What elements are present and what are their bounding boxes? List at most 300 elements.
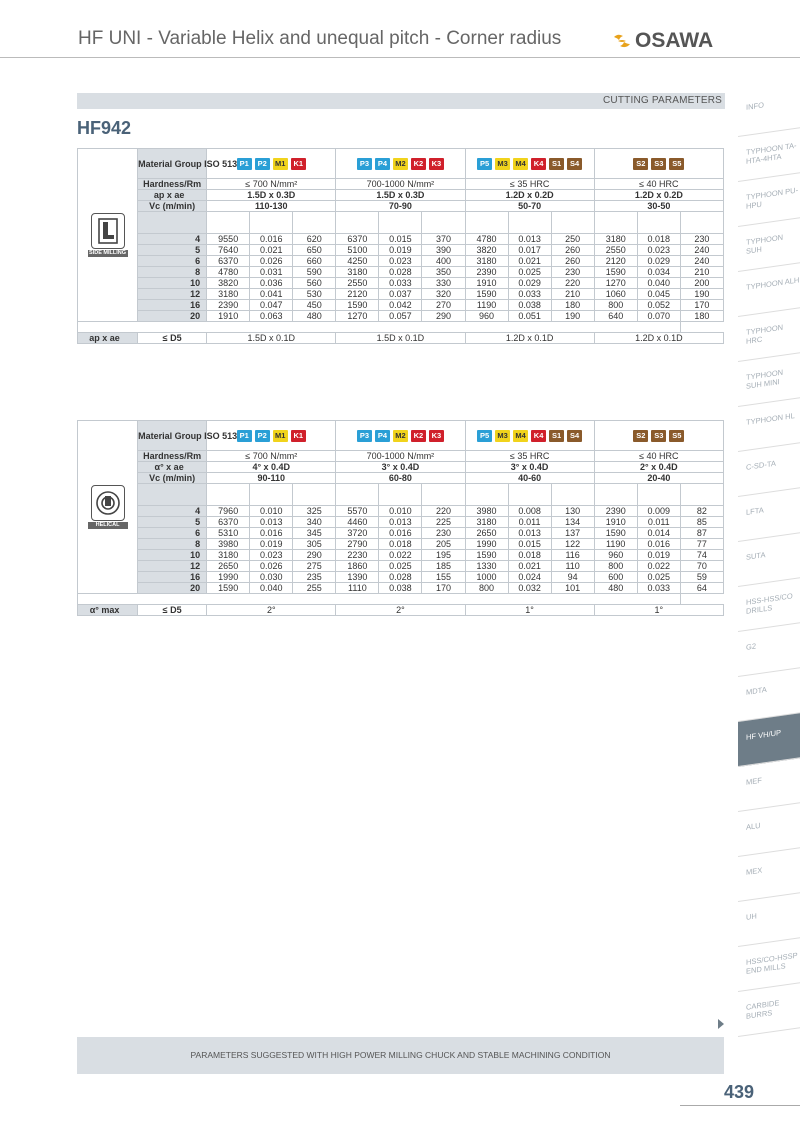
iso-chip-k3: K3	[429, 430, 444, 442]
data-cell: 0.023	[637, 245, 680, 256]
data-cell: 0.019	[379, 245, 422, 256]
data-cell: 0.036	[250, 278, 293, 289]
table-row	[78, 528, 724, 539]
data-cell: 0.029	[508, 278, 551, 289]
iso-chip-m3: M3	[495, 430, 510, 442]
vc-value: 70-90	[336, 201, 465, 212]
data-cell: 620	[293, 234, 336, 245]
data-cell: 0.015	[379, 234, 422, 245]
sidebar-tab[interactable]: MEX	[738, 848, 800, 902]
data-cell: 0.045	[637, 289, 680, 300]
table-row	[78, 311, 724, 322]
vc-value: 110-130	[207, 201, 336, 212]
data-cell: 640	[594, 311, 637, 322]
data-cell: 85	[680, 517, 723, 528]
sidebar-tab[interactable]: TYPHOON TA-HTA-4HTA	[738, 128, 800, 182]
data-cell: 2390	[465, 267, 508, 278]
data-cell: 70	[680, 561, 723, 572]
column-header	[594, 212, 637, 234]
category-sidebar	[738, 92, 800, 1037]
sidebar-tab[interactable]: MEF	[738, 758, 800, 812]
data-cell: 0.042	[379, 300, 422, 311]
data-cell: 1270	[594, 278, 637, 289]
data-cell: 0.033	[637, 583, 680, 594]
data-cell: 325	[293, 506, 336, 517]
material-chips-3	[465, 421, 594, 451]
data-cell: 0.033	[508, 289, 551, 300]
param-label: α° x ae	[138, 462, 207, 473]
data-cell: 0.041	[250, 289, 293, 300]
data-cell: 0.025	[508, 267, 551, 278]
data-cell: 225	[422, 517, 465, 528]
data-cell: 210	[551, 289, 594, 300]
iso-chip-m3: M3	[495, 158, 510, 170]
table-row	[78, 245, 724, 256]
vc-row	[78, 473, 724, 484]
iso-chip-k2: K2	[411, 430, 426, 442]
data-cell: 0.040	[637, 278, 680, 289]
data-cell: 0.018	[637, 234, 680, 245]
data-cell: 59	[680, 572, 723, 583]
data-cell: 340	[293, 517, 336, 528]
data-cell: 220	[551, 278, 594, 289]
table-row	[78, 278, 724, 289]
data-cell: 0.023	[379, 256, 422, 267]
sidebar-tab[interactable]: G2	[738, 623, 800, 677]
column-header	[207, 484, 250, 506]
footer-param-value: 1.5D x 0.1D	[336, 333, 465, 344]
iso-chip-s4: S4	[567, 158, 582, 170]
diameter-header	[138, 212, 207, 234]
data-cell: 1190	[594, 539, 637, 550]
iso-chip-k4: K4	[531, 430, 546, 442]
data-cell: 5100	[336, 245, 379, 256]
diameter-cell: 16	[138, 300, 207, 311]
data-cell: 0.024	[508, 572, 551, 583]
helical-icon	[91, 485, 125, 521]
data-cell: 64	[680, 583, 723, 594]
data-cell: 1910	[207, 311, 250, 322]
data-cell: 600	[594, 572, 637, 583]
data-cell: 960	[465, 311, 508, 322]
sidebar-tab[interactable]: CARBIDE BURRS	[738, 983, 800, 1037]
param-row	[78, 462, 724, 473]
sidebar-tab[interactable]: TYPHOON HRC	[738, 308, 800, 362]
data-cell: 0.052	[637, 300, 680, 311]
data-cell: 3180	[207, 550, 250, 561]
data-cell: 4780	[465, 234, 508, 245]
data-cell: 660	[293, 256, 336, 267]
data-cell: 0.038	[379, 583, 422, 594]
param-value: 1.2D x 0.2D	[465, 190, 594, 201]
header-divider	[0, 57, 800, 58]
column-header	[379, 212, 422, 234]
param-value: 1.5D x 0.3D	[336, 190, 465, 201]
iso-chip-m4: M4	[513, 158, 528, 170]
table-row	[78, 583, 724, 594]
iso-chip-s5: S5	[669, 430, 684, 442]
chip-group	[336, 430, 464, 442]
param-value: 3° x 0.4D	[465, 462, 594, 473]
table-row	[78, 256, 724, 267]
iso-chip-p3: P3	[357, 158, 372, 170]
hardness-value: 700-1000 N/mm²	[336, 451, 465, 462]
iso-chip-p5: P5	[477, 430, 492, 442]
data-cell: 0.018	[508, 550, 551, 561]
data-cell: 170	[422, 583, 465, 594]
footer-param-value: 1°	[594, 605, 723, 616]
footer-note: PARAMETERS SUGGESTED WITH HIGH POWER MILLING CHUCK AND STABLE MACHINING CONDITION	[77, 1037, 724, 1074]
vc-value: 50-70	[465, 201, 594, 212]
vc-row	[78, 201, 724, 212]
iso-chip-m1: M1	[273, 158, 288, 170]
data-cell: 0.018	[379, 539, 422, 550]
data-cell: 3180	[465, 256, 508, 267]
hardness-label: Hardness/Rm	[138, 451, 207, 462]
data-cell: 0.011	[508, 517, 551, 528]
column-header	[508, 212, 551, 234]
param-value: 2° x 0.4D	[594, 462, 723, 473]
data-cell: 0.009	[637, 506, 680, 517]
iso-chip-s3: S3	[651, 158, 666, 170]
footer-param-row	[78, 605, 724, 616]
data-cell: 0.034	[637, 267, 680, 278]
sidebar-tab[interactable]: TYPHOON SUH	[738, 218, 800, 272]
table-row	[78, 506, 724, 517]
iso-chip-k3: K3	[429, 158, 444, 170]
data-cell: 0.032	[508, 583, 551, 594]
data-cell: 0.051	[508, 311, 551, 322]
diameter-cell: 12	[138, 289, 207, 300]
iso-chip-s5: S5	[669, 158, 684, 170]
brand-logo	[612, 29, 713, 53]
data-cell: 3720	[336, 528, 379, 539]
spacer-row	[78, 594, 724, 605]
param-row	[78, 190, 724, 201]
data-cell: 290	[293, 550, 336, 561]
data-cell: 0.028	[379, 267, 422, 278]
data-cell: 270	[422, 300, 465, 311]
sidebar-tab[interactable]: LFTA	[738, 488, 800, 542]
data-cell: 210	[680, 267, 723, 278]
iso-chip-m2: M2	[393, 430, 408, 442]
data-cell: 3180	[465, 517, 508, 528]
data-cell: 530	[293, 289, 336, 300]
sidebar-tab[interactable]: C-SD-TA	[738, 443, 800, 497]
diameter-cell: 20	[138, 583, 207, 594]
side-milling-table	[77, 148, 724, 344]
data-cell: 345	[293, 528, 336, 539]
data-cell: 1910	[594, 517, 637, 528]
data-cell: 0.028	[379, 572, 422, 583]
material-chips-2	[336, 421, 465, 451]
vc-value: 60-80	[336, 473, 465, 484]
column-header	[207, 212, 250, 234]
data-cell: 800	[594, 561, 637, 572]
material-group-label: Material Group ISO 513	[138, 149, 207, 179]
vc-value: 20-40	[594, 473, 723, 484]
data-cell: 0.047	[250, 300, 293, 311]
diameter-cell: 6	[138, 256, 207, 267]
data-cell: 2390	[594, 506, 637, 517]
data-cell: 0.031	[250, 267, 293, 278]
sidebar-tab[interactable]: TYPHOON SUH MINI	[738, 353, 800, 407]
data-cell: 0.011	[637, 517, 680, 528]
data-cell: 3980	[465, 506, 508, 517]
data-cell: 137	[551, 528, 594, 539]
data-cell: 180	[680, 311, 723, 322]
data-cell: 255	[293, 583, 336, 594]
page-number: 439	[724, 1082, 755, 1102]
footer-param-value: 1.5D x 0.1D	[207, 333, 336, 344]
data-cell: 800	[594, 300, 637, 311]
data-cell: 0.023	[250, 550, 293, 561]
column-header	[508, 484, 551, 506]
hardness-row	[78, 179, 724, 190]
vc-value: 30-50	[594, 201, 723, 212]
hardness-value: 700-1000 N/mm²	[336, 179, 465, 190]
spacer-cell	[78, 322, 681, 333]
footer-param-value: 1.2D x 0.1D	[465, 333, 594, 344]
data-cell: 275	[293, 561, 336, 572]
sidebar-tab[interactable]: ALU	[738, 803, 800, 857]
data-cell: 82	[680, 506, 723, 517]
data-cell: 0.025	[637, 572, 680, 583]
data-cell: 0.015	[508, 539, 551, 550]
data-cell: 240	[680, 245, 723, 256]
data-cell: 77	[680, 539, 723, 550]
data-cell: 1390	[336, 572, 379, 583]
side-milling-icon	[91, 213, 125, 249]
column-header	[379, 484, 422, 506]
sidebar-tab[interactable]: HSS/CO-HSSP END MILLS	[738, 938, 800, 992]
data-cell: 305	[293, 539, 336, 550]
param-value: 1.2D x 0.2D	[594, 190, 723, 201]
iso-chip-m1: M1	[273, 430, 288, 442]
data-cell: 0.016	[379, 528, 422, 539]
data-cell: 7640	[207, 245, 250, 256]
diameter-cell: 10	[138, 278, 207, 289]
data-cell: 320	[422, 289, 465, 300]
data-cell: 0.025	[379, 561, 422, 572]
sidebar-tab[interactable]: UH	[738, 893, 800, 947]
footer-diameter: ≤ D5	[138, 605, 207, 616]
data-cell: 560	[293, 278, 336, 289]
iso-chip-m2: M2	[393, 158, 408, 170]
data-cell: 7960	[207, 506, 250, 517]
sidebar-tab[interactable]: HSS-HSS/CO DRILLS	[738, 578, 800, 632]
data-cell: 220	[422, 506, 465, 517]
data-cell: 0.026	[250, 561, 293, 572]
page-number-rule	[680, 1105, 800, 1106]
hardness-value: ≤ 35 HRC	[465, 179, 594, 190]
data-cell: 2790	[336, 539, 379, 550]
data-cell: 0.022	[637, 561, 680, 572]
diameter-cell: 6	[138, 528, 207, 539]
column-header	[293, 212, 336, 234]
data-cell: 250	[551, 234, 594, 245]
iso-chip-p4: P4	[375, 430, 390, 442]
diameter-cell: 5	[138, 517, 207, 528]
sidebar-tab[interactable]: MDTA	[738, 668, 800, 722]
data-cell: 1990	[207, 572, 250, 583]
table-row	[78, 539, 724, 550]
diameter-cell: 16	[138, 572, 207, 583]
spacer-cell	[78, 594, 681, 605]
data-cell: 5310	[207, 528, 250, 539]
helical-table	[77, 420, 724, 616]
data-cell: 390	[422, 245, 465, 256]
data-cell: 1000	[465, 572, 508, 583]
data-cell: 0.013	[250, 517, 293, 528]
param-label: ap x ae	[138, 190, 207, 201]
sidebar-tab[interactable]: TYPHOON HL	[738, 398, 800, 452]
column-header	[465, 212, 508, 234]
data-cell: 2650	[207, 561, 250, 572]
diameter-cell: 8	[138, 539, 207, 550]
iso-chip-p5: P5	[477, 158, 492, 170]
column-header	[551, 212, 594, 234]
param-value: 3° x 0.4D	[336, 462, 465, 473]
data-cell: 0.021	[508, 561, 551, 572]
sidebar-tab[interactable]: TYPHOON ALH	[738, 263, 800, 317]
iso-chip-k1: K1	[291, 430, 306, 442]
table-row	[78, 300, 724, 311]
data-cell: 960	[594, 550, 637, 561]
chip-group	[595, 430, 723, 442]
data-cell: 230	[551, 267, 594, 278]
operation-icon-label: SIDE MILLING	[89, 250, 127, 256]
data-cell: 1910	[465, 278, 508, 289]
column-header	[250, 484, 293, 506]
diameter-cell: 8	[138, 267, 207, 278]
data-cell: 1590	[207, 583, 250, 594]
iso-chip-p2: P2	[255, 158, 270, 170]
operation-icon-cell	[78, 149, 138, 322]
data-cell: 1060	[594, 289, 637, 300]
iso-chip-p4: P4	[375, 158, 390, 170]
data-cell: 480	[293, 311, 336, 322]
data-cell: 190	[551, 311, 594, 322]
spacer-row	[78, 322, 724, 333]
data-cell: 650	[293, 245, 336, 256]
data-cell: 2550	[594, 245, 637, 256]
data-cell: 0.026	[250, 256, 293, 267]
table-row	[78, 267, 724, 278]
iso-chip-m4: M4	[513, 430, 528, 442]
chip-group	[466, 158, 594, 170]
data-cell: 1990	[465, 539, 508, 550]
column-header	[250, 212, 293, 234]
data-cell: 87	[680, 528, 723, 539]
data-cell: 230	[422, 528, 465, 539]
data-cell: 6370	[207, 517, 250, 528]
next-page-arrow-icon[interactable]	[718, 1019, 724, 1029]
data-cell: 134	[551, 517, 594, 528]
data-cell: 3980	[207, 539, 250, 550]
iso-chip-k4: K4	[531, 158, 546, 170]
data-cell: 195	[422, 550, 465, 561]
data-cell: 0.037	[379, 289, 422, 300]
data-cell: 235	[293, 572, 336, 583]
data-cell: 1330	[465, 561, 508, 572]
data-cell: 5570	[336, 506, 379, 517]
data-cell: 0.013	[379, 517, 422, 528]
data-cell: 3820	[465, 245, 508, 256]
data-cell: 0.013	[508, 528, 551, 539]
data-cell: 240	[680, 256, 723, 267]
data-cell: 0.021	[250, 245, 293, 256]
material-chips-2	[336, 149, 465, 179]
data-cell: 4460	[336, 517, 379, 528]
data-cell: 1590	[465, 550, 508, 561]
data-cell: 1590	[594, 528, 637, 539]
data-cell: 350	[422, 267, 465, 278]
data-cell: 2120	[336, 289, 379, 300]
column-header	[336, 212, 379, 234]
footer-diameter: ≤ D5	[138, 333, 207, 344]
sidebar-tab[interactable]: SUTA	[738, 533, 800, 587]
data-cell: 3180	[336, 267, 379, 278]
data-cell: 2390	[207, 300, 250, 311]
hardness-value: ≤ 700 N/mm²	[207, 179, 336, 190]
data-cell: 0.016	[250, 234, 293, 245]
sidebar-tab[interactable]: TYPHOON PU-HPU	[738, 173, 800, 227]
footer-param-label: α° max	[78, 605, 138, 616]
footer-param-value: 1°	[465, 605, 594, 616]
column-header-row	[78, 484, 724, 506]
iso-chip-p2: P2	[255, 430, 270, 442]
iso-chip-p3: P3	[357, 430, 372, 442]
sidebar-tab[interactable]: INFO	[738, 83, 800, 137]
vc-label: Vc (m/min)	[138, 201, 207, 212]
material-group-label: Material Group ISO 513	[138, 421, 207, 451]
iso-chip-s3: S3	[651, 430, 666, 442]
data-cell: 0.057	[379, 311, 422, 322]
data-cell: 0.070	[637, 311, 680, 322]
hardness-value: ≤ 700 N/mm²	[207, 451, 336, 462]
chip-group	[466, 430, 594, 442]
data-cell: 3820	[207, 278, 250, 289]
data-cell: 190	[680, 289, 723, 300]
table-row	[78, 572, 724, 583]
vc-label: Vc (m/min)	[138, 473, 207, 484]
data-cell: 4780	[207, 267, 250, 278]
data-cell: 260	[551, 245, 594, 256]
iso-chip-s2: S2	[633, 158, 648, 170]
material-row	[78, 421, 724, 451]
data-cell: 0.063	[250, 311, 293, 322]
data-cell: 230	[680, 234, 723, 245]
data-cell: 0.019	[637, 550, 680, 561]
data-cell: 290	[422, 311, 465, 322]
data-cell: 9550	[207, 234, 250, 245]
data-cell: 2120	[594, 256, 637, 267]
footer-param-row	[78, 333, 724, 344]
table-row	[78, 517, 724, 528]
data-cell: 0.008	[508, 506, 551, 517]
page-title: HF UNI - Variable Helix and unequal pitch - Corner radius	[78, 28, 562, 49]
param-value: 4° x 0.4D	[207, 462, 336, 473]
material-chips-4	[594, 421, 723, 451]
data-cell: 3180	[594, 234, 637, 245]
data-cell: 2230	[336, 550, 379, 561]
data-cell: 110	[551, 561, 594, 572]
material-row	[78, 149, 724, 179]
sidebar-tab[interactable]: HF VH/UP	[738, 713, 800, 767]
diameter-cell: 12	[138, 561, 207, 572]
data-cell: 2650	[465, 528, 508, 539]
